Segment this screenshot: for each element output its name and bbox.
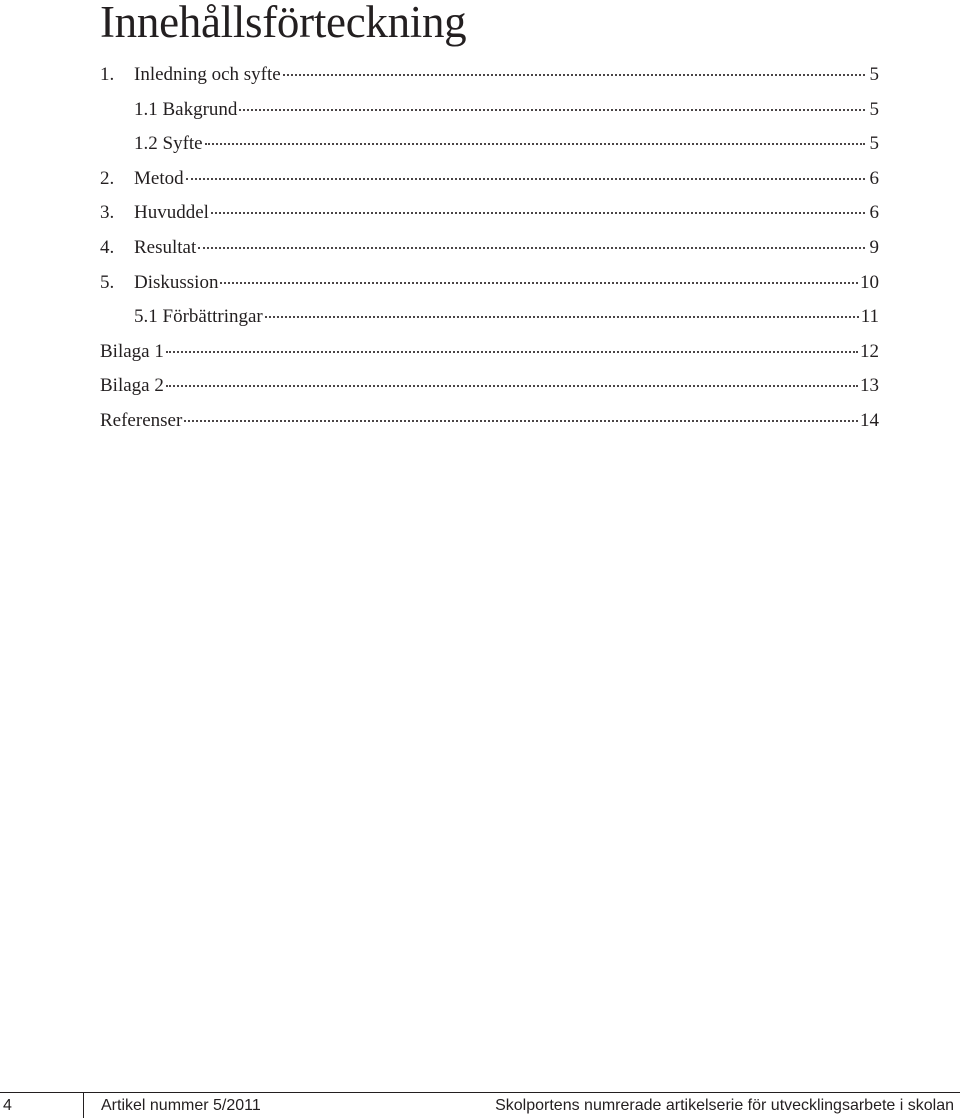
toc-entry[interactable] [100, 130, 879, 165]
toc-entry-page: 13 [860, 375, 879, 397]
toc-entry[interactable] [100, 165, 879, 200]
toc-entry-number: 4. [100, 236, 115, 258]
toc-entry-page: 6 [869, 167, 879, 189]
dot-leader [205, 142, 865, 145]
page-footer [0, 1092, 960, 1118]
toc-entry-page: 5 [869, 64, 879, 85]
dot-leader [283, 73, 865, 76]
dot-leader [186, 177, 865, 180]
toc-entry-number: 1. [100, 64, 115, 85]
toc-entry-page: 6 [869, 202, 879, 224]
toc-entry-page: 10 [860, 271, 879, 293]
footer-separator [83, 1092, 84, 1118]
toc-entry[interactable] [100, 199, 879, 234]
footer-divider [0, 1092, 960, 1093]
toc-entry-label: Referenser [100, 409, 183, 431]
toc-entry-label: Metod [134, 167, 184, 189]
toc-entry-label: Huvuddel [134, 202, 209, 224]
toc-entry-page: 5 [869, 133, 879, 155]
dot-leader [166, 350, 858, 353]
dot-leader [220, 281, 858, 284]
footer-series-title: Skolportens numrerade artikelserie för utvecklingsarbete i skolan [495, 1097, 954, 1114]
dot-leader [184, 419, 858, 422]
toc-entry[interactable] [100, 269, 879, 304]
footer-page-number: 4 [3, 1097, 12, 1114]
toc-entry-label: 1.2 Syfte [134, 133, 203, 155]
dot-leader [211, 211, 865, 214]
toc-entry-page: 11 [860, 306, 879, 328]
toc-entry[interactable] [100, 234, 879, 269]
toc-entry-number: 2. [100, 167, 115, 189]
toc-entry-label: 1.1 Bakgrund [134, 98, 238, 120]
toc-entry-label: Bilaga 2 [100, 375, 164, 397]
table-of-contents [100, 61, 879, 442]
toc-entry-label: Diskussion [134, 271, 219, 293]
page-title: Innehållsförteckning [100, 0, 467, 47]
toc-entry[interactable] [100, 61, 879, 96]
dot-leader [265, 315, 859, 318]
toc-entry-label: Inledning och syfte [134, 64, 281, 85]
toc-entry-page: 5 [869, 98, 879, 120]
toc-entry-label: Resultat [134, 236, 197, 258]
toc-entry-page: 9 [869, 236, 879, 258]
toc-entry[interactable] [100, 407, 879, 442]
toc-entry[interactable] [100, 96, 879, 131]
toc-entry[interactable] [100, 338, 879, 373]
dot-leader [239, 108, 865, 111]
toc-entry[interactable] [100, 372, 879, 407]
toc-entry-number: 5. [100, 271, 115, 293]
toc-entry-number: 3. [100, 202, 115, 224]
dot-leader [166, 384, 858, 387]
toc-entry-page: 14 [860, 409, 879, 431]
toc-entry-label: Bilaga 1 [100, 340, 164, 362]
footer-issue: Artikel nummer 5/2011 [101, 1097, 261, 1114]
toc-entry[interactable] [100, 303, 879, 338]
toc-entry-page: 12 [860, 340, 879, 362]
toc-entry-label: 5.1 Förbättringar [134, 306, 263, 328]
dot-leader [198, 246, 865, 249]
